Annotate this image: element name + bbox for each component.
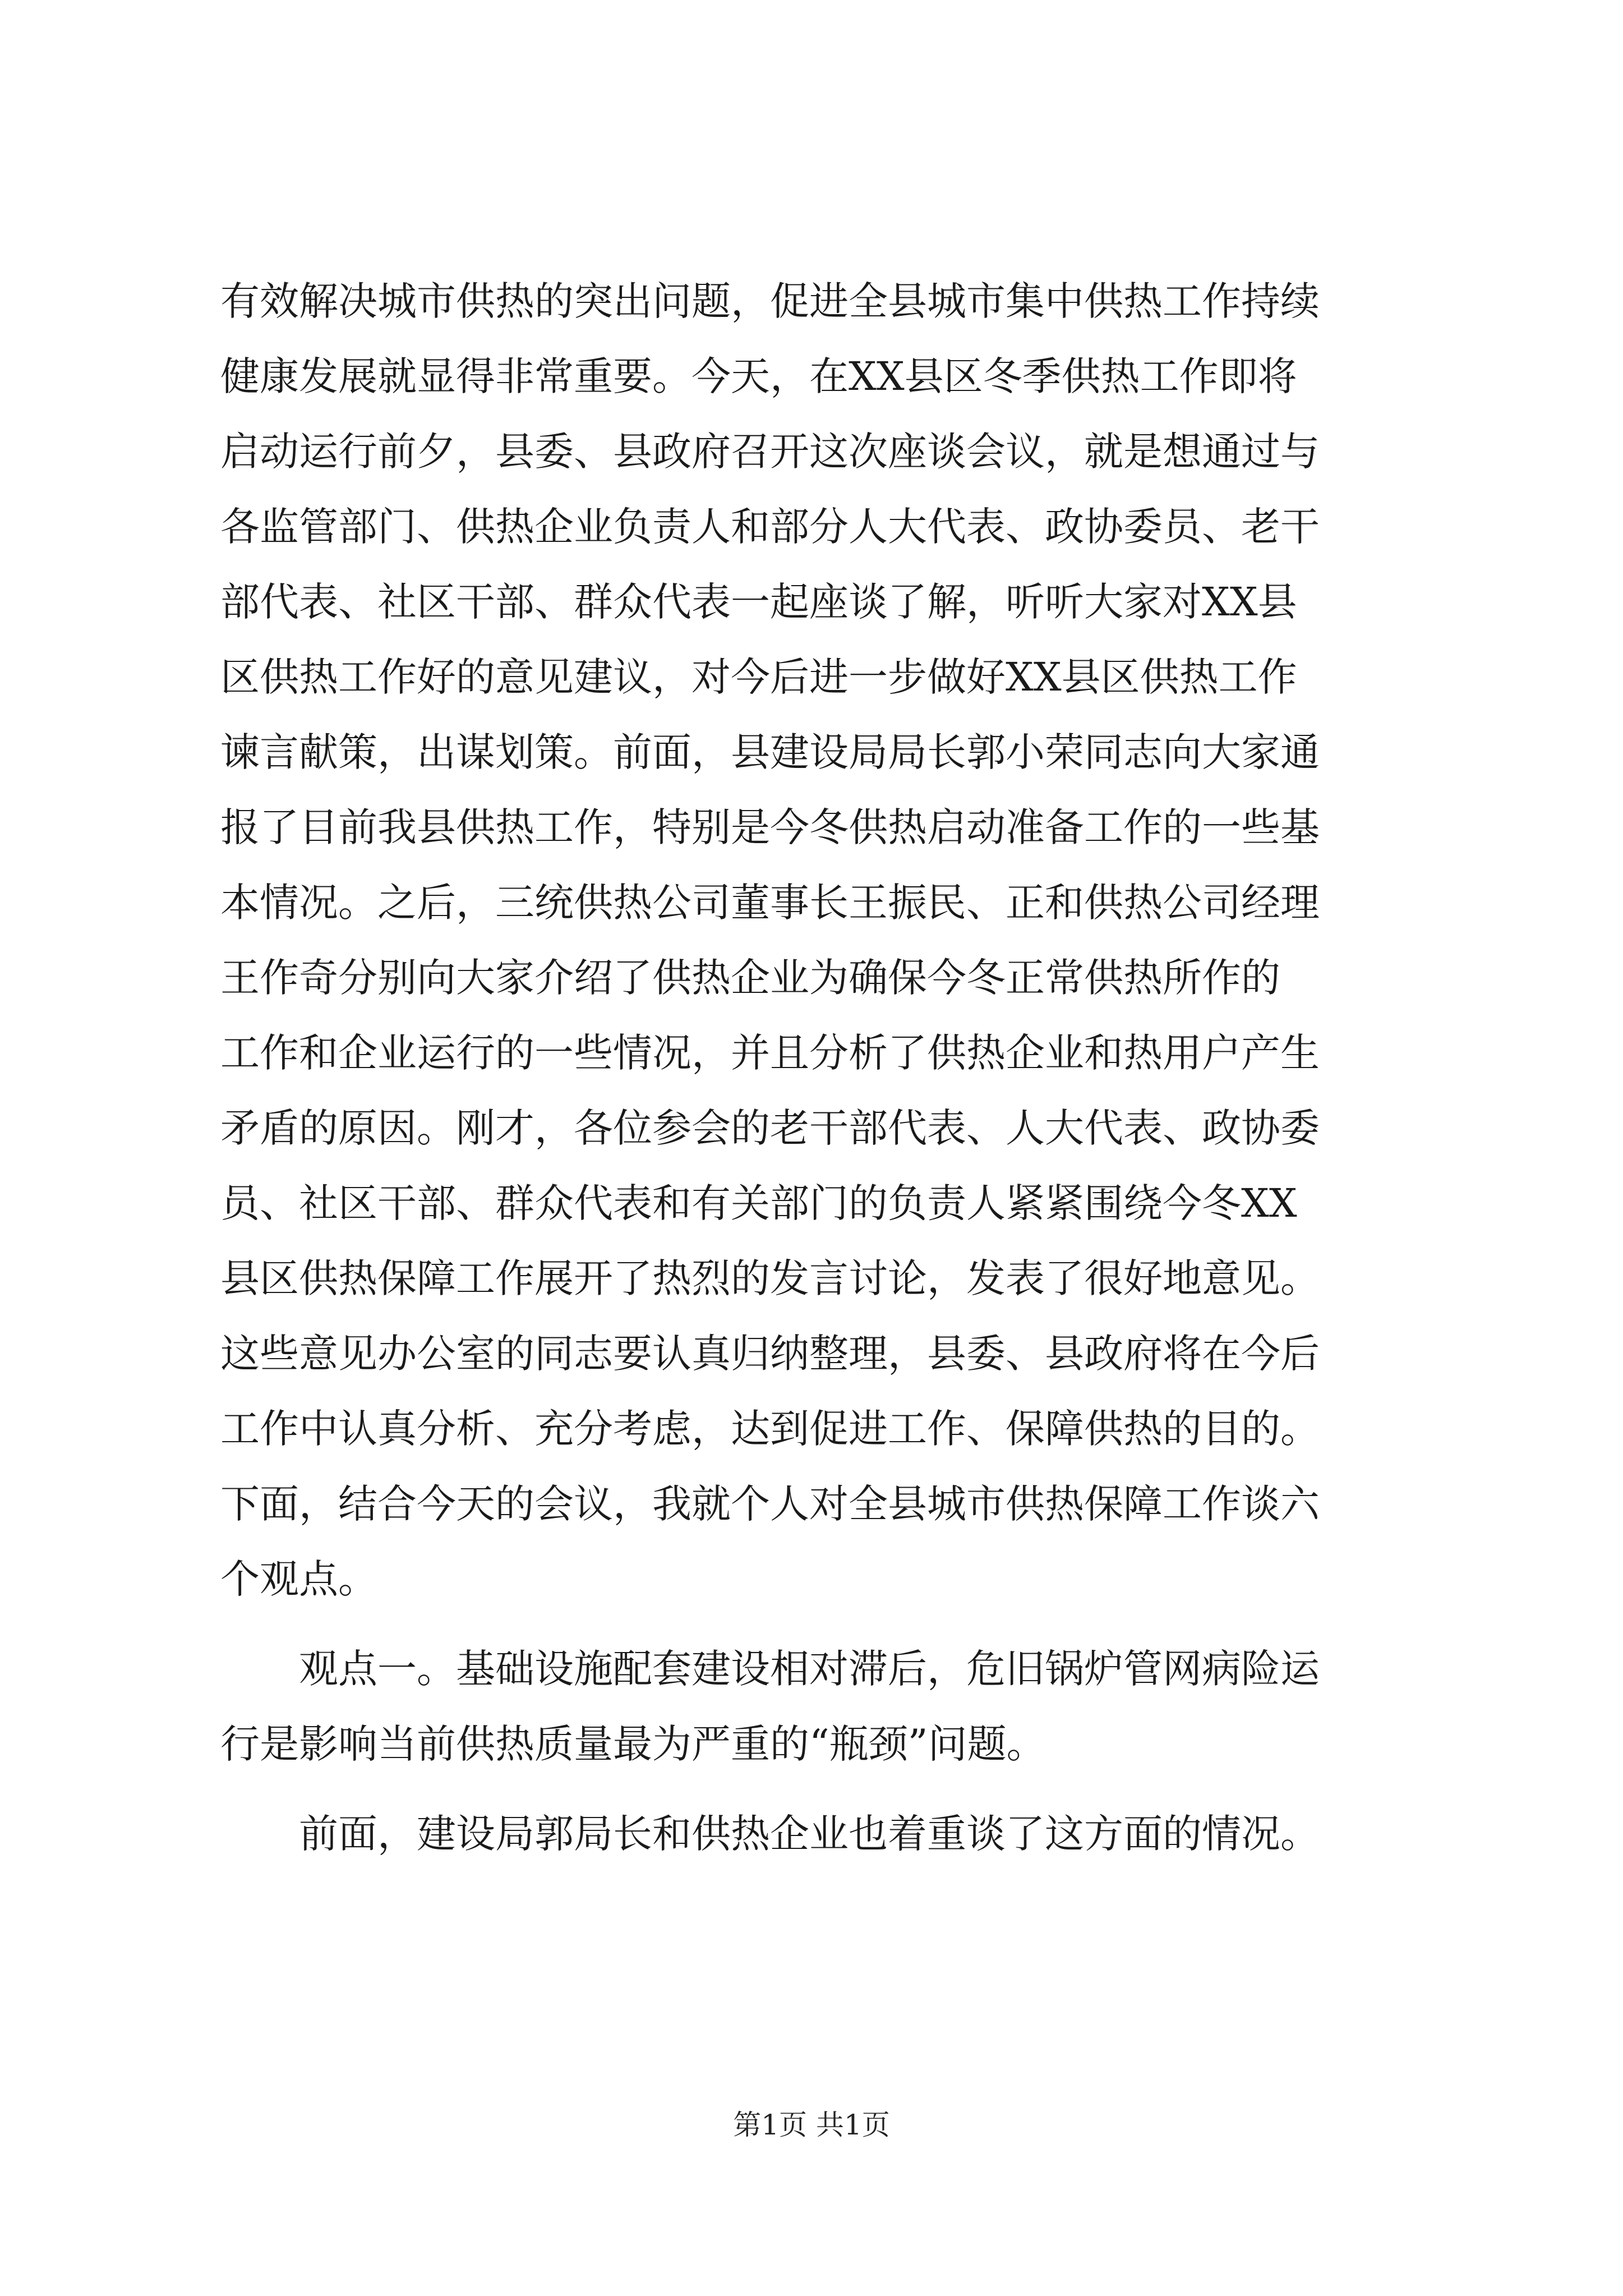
text-line: 个观点。 (220, 1556, 377, 1602)
text-line: 前面，建设局郭局长和供热企业也着重谈了这方面的情况。 (299, 1811, 1320, 1857)
text-line: 有效解决城市供热的突出问题，促进全县城市集中供热工作持续 (220, 278, 1320, 324)
text-line: 县区供热保障工作展开了热烈的发言讨论，发表了很好地意见。 (220, 1255, 1320, 1301)
paragraph-spacer (220, 1782, 1407, 1796)
text-line: 行是影响当前供热质量最为严重的“瓶颈”问题。 (220, 1721, 1046, 1767)
text-line: 区供热工作好的意见建议，对今后进一步做好XX县区供热工作 (220, 654, 1297, 700)
paragraph-2 (220, 1631, 1407, 1782)
paragraph-1 (220, 264, 1407, 1617)
text-line: 矛盾的原因。刚才，各位参会的老干部代表、人大代表、政协委 (220, 1105, 1320, 1151)
paragraph-3 (220, 1796, 1407, 1871)
text-line: 这些意见办公室的同志要认真归纳整理，县委、县政府将在今后 (220, 1331, 1320, 1377)
page-number-label: 第1页 共1页 (733, 2109, 890, 2141)
text-line: 下面，结合今天的会议，我就个人对全县城市供热保障工作谈六 (220, 1481, 1320, 1527)
paragraph-spacer (220, 1617, 1407, 1631)
text-line: 谏言献策，出谋划策。前面，县建设局局长郭小荣同志向大家通 (220, 729, 1320, 775)
text-line: 各监管部门、供热企业负责人和部分人大代表、政协委员、老干 (220, 504, 1320, 550)
document-body (220, 264, 1407, 1871)
text-line: 工作中认真分析、充分考虑，达到促进工作、保障供热的目的。 (220, 1406, 1320, 1452)
text-line: 报了目前我县供热工作，特别是今冬供热启动准备工作的一些基 (220, 804, 1320, 850)
text-line: 本情况。之后，三统供热公司董事长王振民、正和供热公司经理 (220, 880, 1320, 926)
text-line: 王作奇分别向大家介绍了供热企业为确保今冬正常供热所作的 (220, 955, 1280, 1001)
text-line: 工作和企业运行的一些情况，并且分析了供热企业和热用户产生 (220, 1030, 1320, 1076)
text-line: 观点一。基础设施配套建设相对滞后，危旧锅炉管网病险运 (299, 1646, 1320, 1692)
text-line: 健康发展就显得非常重要。今天，在XX县区冬季供热工作即将 (220, 353, 1297, 399)
text-line: 启动运行前夕，县委、县政府召开这次座谈会议，就是想通过与 (220, 429, 1320, 475)
text-line: 员、社区干部、群众代表和有关部门的负责人紧紧围绕今冬XX (220, 1180, 1297, 1226)
page-footer (0, 2102, 1623, 2143)
text-line: 部代表、社区干部、群众代表一起座谈了解，听听大家对XX县 (220, 579, 1297, 625)
